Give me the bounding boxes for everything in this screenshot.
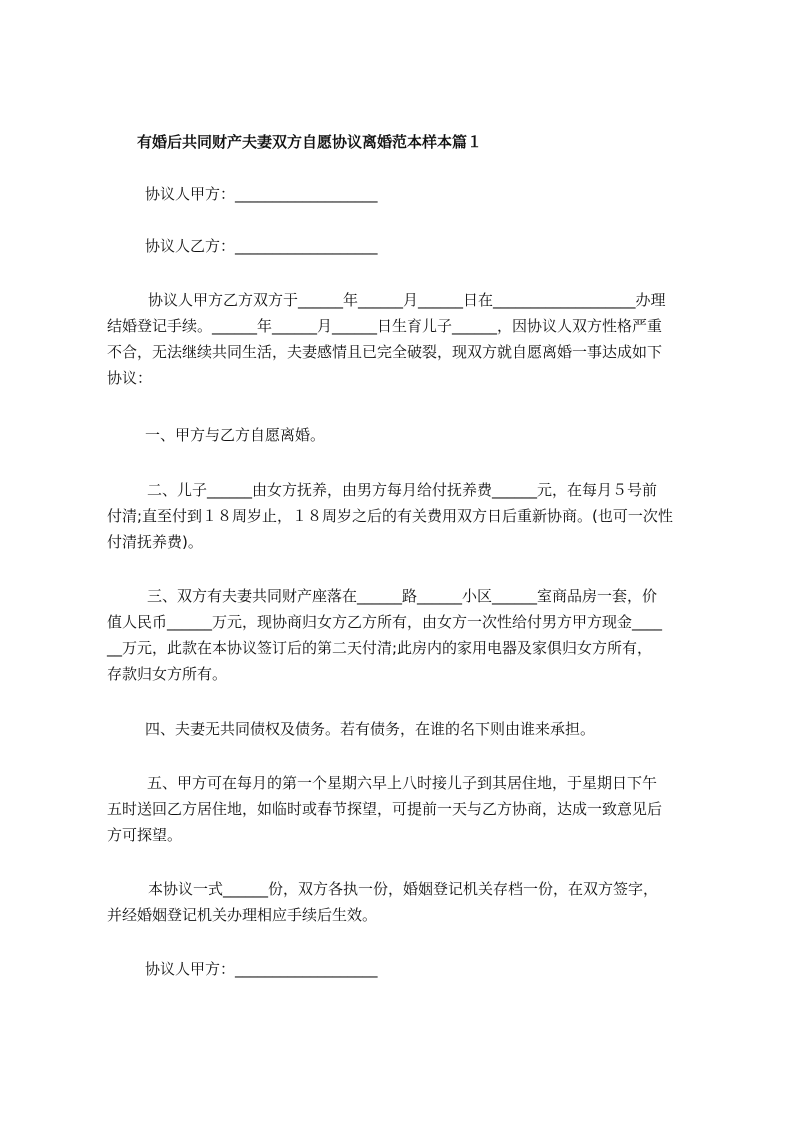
clause-2-line-1: 二、儿子______由女方抚养，由男方每月给付抚养费______元，在每月５号前 (147, 481, 658, 499)
clause-3-line-3: __万元，此款在本协议签订后的第二天付清;此房内的家用电器及家俱归女方所有， (107, 639, 653, 657)
clause-2-line-2: 付清;直至付到１８周岁止，１８周岁之后的有关费用双方日后重新协商。(也可一次性 (107, 507, 673, 525)
clause-1: 一、甲方与乙方自愿离婚。 (145, 426, 326, 444)
intro-line-3: 不合，无法继续共同生活，夫妻感情且已完全破裂，现双方就自愿离婚一事达成如下 (107, 343, 663, 361)
closing-line-1: 本协议一式______份，双方各执一份，婚姻登记机关存档一份，在双方签字， (148, 880, 659, 898)
party-b-line: 协议人乙方：___________________ (145, 237, 378, 255)
clause-3-line-4: 存款归女方所有。 (107, 665, 228, 683)
document-title: 有婚后共同财产夫妻双方自愿协议离婚范本样本篇１ (137, 133, 483, 151)
party-a-line: 协议人甲方：___________________ (145, 185, 378, 203)
clause-4: 四、夫妻无共同债权及债务。若有债务，在谁的名下则由谁来承担。 (145, 720, 596, 738)
intro-line-2: 结婚登记手续。______年______月______日生育儿子______，因协议人双方性格严重 (107, 317, 663, 335)
clause-5-line-2: 五时送回乙方居住地，如临时或春节探望，可提前一天与乙方协商，达成一致意见后 (107, 800, 663, 818)
intro-line-4: 协议： (107, 369, 153, 387)
clause-3-line-2: 值人民币______万元，现协商归女方乙方所有，由女方一次性给付男方甲方现金____ (107, 613, 663, 631)
clause-3-line-1: 三、双方有夫妻共同财产座落在______路______小区______室商品房一套，价 (147, 587, 658, 605)
clause-2-line-3: 付清抚养费)。 (107, 533, 203, 551)
clause-5-line-3: 方可探望。 (107, 826, 183, 844)
clause-5-line-1: 五、甲方可在每月的第一个星期六早上八时接儿子到其居住地，于星期日下午 (147, 774, 658, 792)
intro-line-1: 协议人甲方乙方双方于______年______月______日在___________________办理 (148, 291, 666, 309)
party-a-signature-line: 协议人甲方：___________________ (145, 960, 378, 978)
closing-line-2: 并经婚姻登记机关办理相应手续后生效。 (107, 906, 378, 924)
